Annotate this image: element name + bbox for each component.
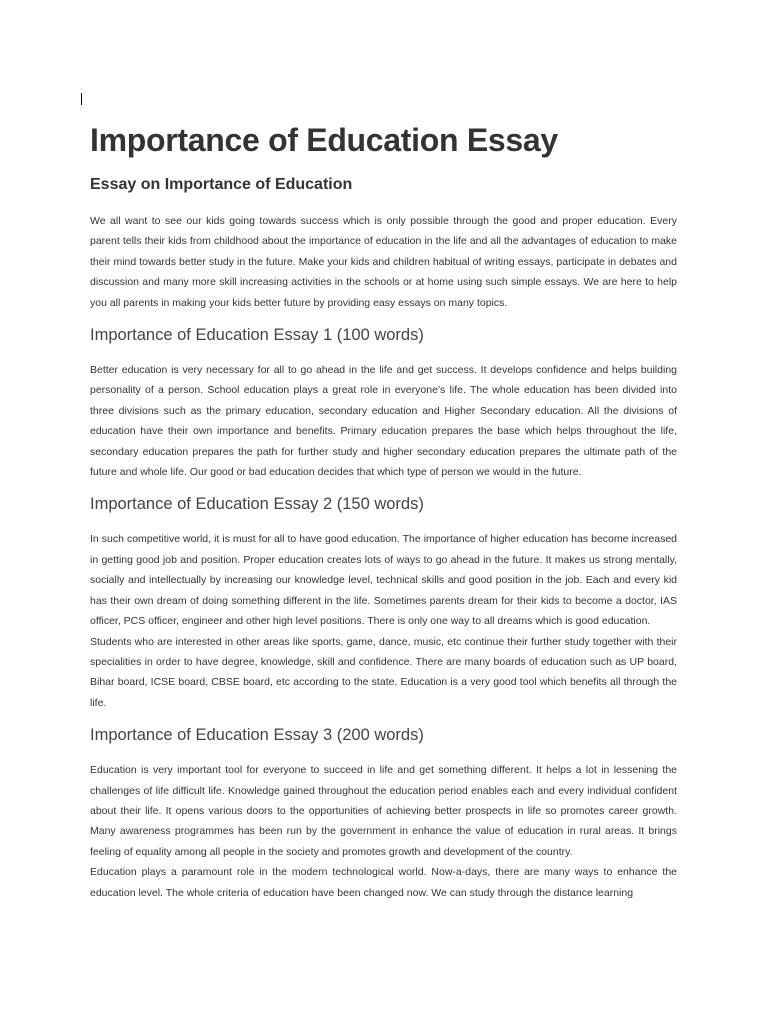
essay-2-heading: Importance of Education Essay 2 (150 words) [90,495,424,514]
essay-1-paragraph-1: Better education is very necessary for all to go ahead in the life and get success. It develops confidence and helps building personality of a person. School education plays a great role in everyone’s life. The whole education has been divided into three divisions such as the primary education, secondary education and Higher Secondary education. All the divisions of education have their own importance and benefits. Primary education prepares the base which helps throughout the life, secondary education prepares the path for further study and higher secondary education prepares the ultimate path of the future and whole life. Our good or bad education decides that which type of person we would in the future. [90,364,677,479]
essay-section-3 [90,724,677,903]
essay-2-paragraph-1: In such competitive world, it is must for all to have good education. The importance of higher education has become increased in getting good job and position. Proper education creates lots of ways to go ahead in the future. It makes us strong mentally, socially and intellectually by increasing our knowledge level, technical skills and good position in the job. Each and every kid has their own dream of doing something different in the life. Sometimes parents dream for their kids to become a doctor, IAS officer, PCS officer, engineer and other high level positions. There is only one way to all dreams which is good education. [90,533,677,628]
document-page [90,118,677,903]
text-cursor [81,93,82,105]
essay-3-paragraph-2: Education plays a paramount role in the modern technological world. Now-a-days, there are many ways to enhance the education level. The whole criteria of education have been changed now. We can study through the distance learning [90,866,677,899]
essay-3-paragraph-1: Education is very important tool for everyone to succeed in life and get something different. It helps a lot in lessening the challenges of life difficult life. Knowledge gained throughout the education period enables each and every individual confident about their life. It opens various doors to the opportunities of achieving better prospects in life so promotes career growth. Many awareness programmes has been run by the government in enhance the value of education in rural areas. It brings feeling of equality among all people in the society and promotes growth and development of the country. [90,764,677,858]
document-subtitle: Essay on Importance of Education [90,176,353,193]
intro-paragraph: We all want to see our kids going towards success which is only possible through the good and proper education. Every parent tells their kids from childhood about the importance of education in the life and all the advantages of education to make their mind towards better study in the future. Make your kids and children habitual of writing essays, participate in debates and discussion and many more skill increasing activities in the schools or at home using such simple essays. We are here to help you all parents in making your kids better future by providing easy essays on many topics. [90,215,677,309]
essay-1-heading: Importance of Education Essay 1 (100 words) [90,326,424,345]
document-title: Importance of Education Essay [90,122,558,158]
essay-3-heading: Importance of Education Essay 3 (200 words) [90,726,424,745]
essay-2-paragraph-2: Students who are interested in other areas like sports, game, dance, music, etc continue their further study together with their specialities in order to have degree, knowledge, skill and confidence. There are many boards of education such as UP board, Bihar board, ICSE board, CBSE board, etc according to the state. Education is a very good tool which benefits all through the life. [90,635,677,709]
essay-section-2 [90,493,677,713]
essay-section-1 [90,324,677,482]
